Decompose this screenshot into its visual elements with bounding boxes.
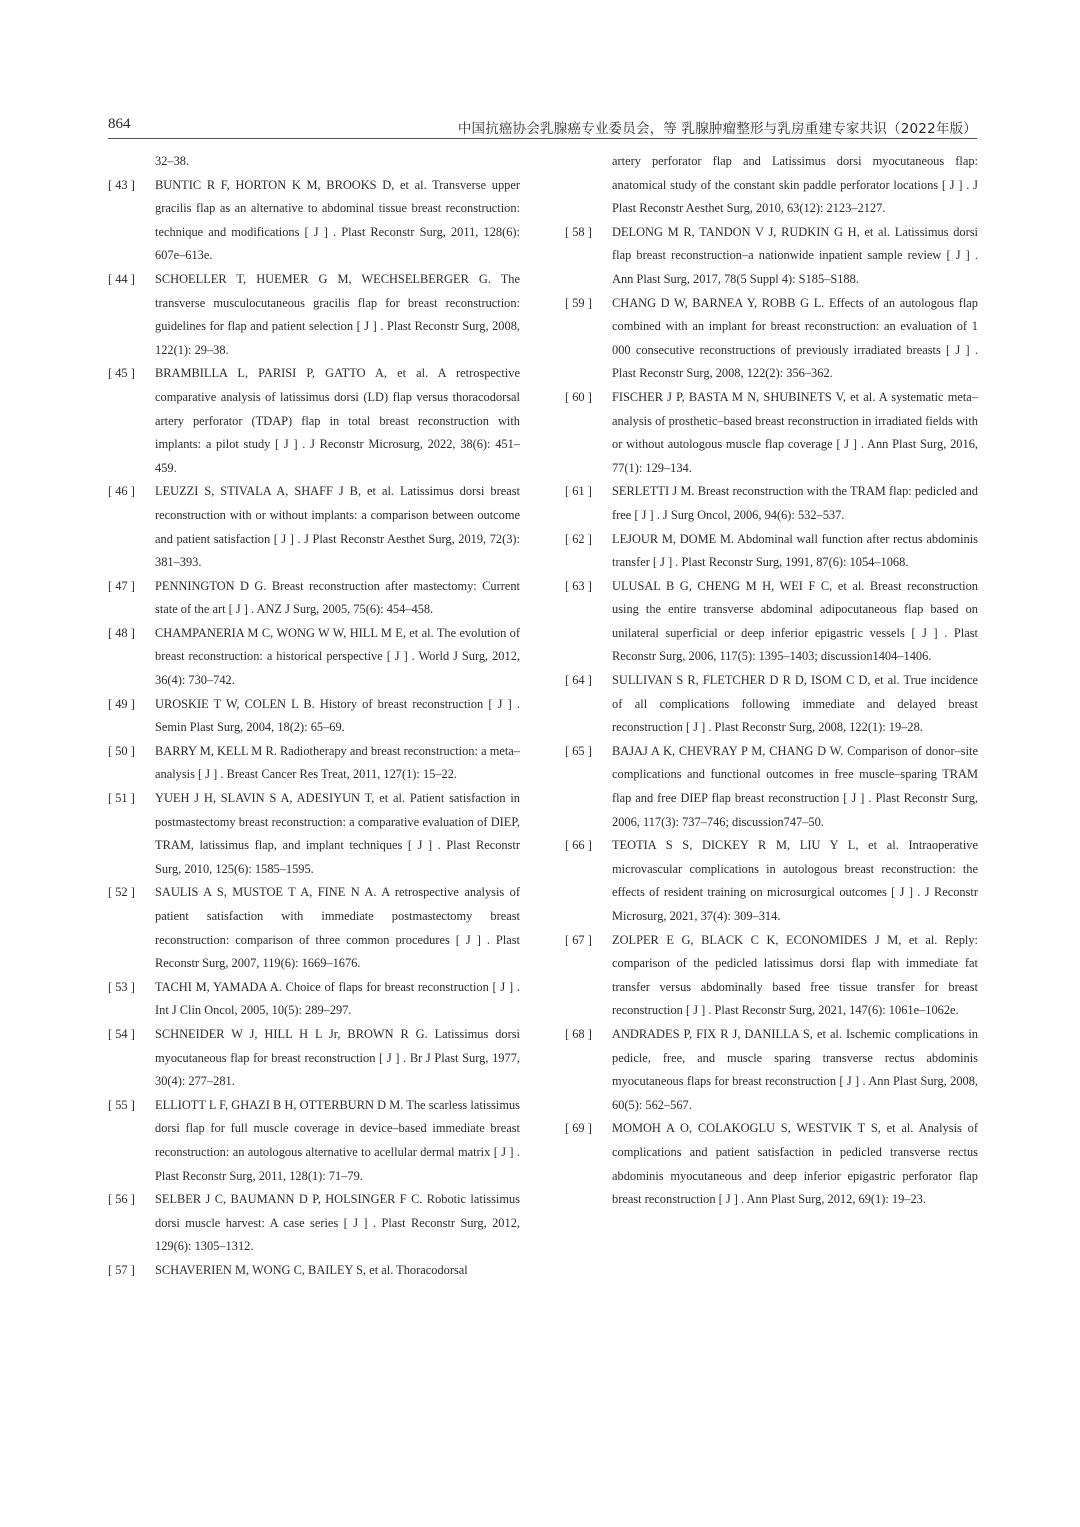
reference-number: [ 61 ] xyxy=(565,484,592,499)
reference-number: [ 64 ] xyxy=(565,673,592,688)
reference-number: [ 47 ] xyxy=(108,578,135,593)
reference-text: BARRY M, KELL M R. Radiotherapy and breast reconstruction: a meta–analysis [ J ] . Breast Cancer Res Treat, 2011, 127(1): 15–22. xyxy=(155,743,520,782)
reference-entry xyxy=(108,976,520,1023)
reference-text: FISCHER J P, BASTA M N, SHUBINETS V, et al. A systematic meta–analysis of prosthetic–based breast reconstruction in irradiated fields with or without autologous muscle flap coverage [ J ] . Ann Plast Surg, 2016, 77(1): 129–134. xyxy=(612,389,978,475)
reference-number: [ 56 ] xyxy=(108,1192,135,1207)
reference-entry xyxy=(565,386,978,480)
reference-entry xyxy=(565,292,978,386)
reference-number: [ 50 ] xyxy=(108,743,135,758)
reference-number: [ 44 ] xyxy=(108,271,135,286)
reference-entry xyxy=(565,929,978,1023)
reference-text: LEUZZI S, STIVALA A, SHAFF J B, et al. Latissimus dorsi breast reconstruction with or without implants: a comparison between outcome and patient satisfaction [ J ] . J Plast Reconstr Aesthet Surg, 2019, 72(3): 381–393. xyxy=(155,484,520,570)
reference-entry xyxy=(108,362,520,480)
reference-entry xyxy=(565,221,978,292)
reference-entry xyxy=(565,1117,978,1211)
reference-entry xyxy=(565,740,978,834)
reference-entry xyxy=(108,480,520,574)
reference-entry xyxy=(565,669,978,740)
reference-number: [ 52 ] xyxy=(108,885,135,900)
reference-text: SCHOELLER T, HUEMER G M, WECHSELBERGER G. The transverse musculocutaneous gracilis flap for breast reconstruction: guidelines for flap and patient selection [ J ] . Plast Reconstr Surg, 2008, 122(1): 29–38. xyxy=(155,271,520,357)
reference-number: [ 54 ] xyxy=(108,1026,135,1041)
reference-text: SCHAVERIEN M, WONG C, BAILEY S, et al. Thoracodorsal xyxy=(155,1262,468,1277)
reference-entry xyxy=(565,834,978,928)
reference-entry xyxy=(565,1023,978,1117)
reference-continuation xyxy=(565,150,978,221)
reference-number: [ 43 ] xyxy=(108,177,135,192)
reference-number: [ 59 ] xyxy=(565,295,592,310)
reference-entry xyxy=(565,575,978,669)
reference-number: [ 48 ] xyxy=(108,625,135,640)
reference-number: [ 67 ] xyxy=(565,932,592,947)
reference-number: [ 55 ] xyxy=(108,1097,135,1112)
reference-number: [ 65 ] xyxy=(565,743,592,758)
reference-number: [ 53 ] xyxy=(108,979,135,994)
reference-column-right xyxy=(565,150,978,1212)
reference-text: PENNINGTON D G. Breast reconstruction after mastectomy: Current state of the art [ J ] . ANZ J Surg, 2005, 75(6): 454–458. xyxy=(155,578,520,617)
reference-entry xyxy=(108,693,520,740)
reference-text: UROSKIE T W, COLEN L B. History of breast reconstruction [ J ] . Semin Plast Surg, 2004, 18(2): 65–69. xyxy=(155,696,520,735)
reference-text: artery perforator flap and Latissimus dorsi myocutaneous flap: anatomical study of the constant skin paddle perforator locations [ J ] . J Plast Reconstr Aesthet Surg, 2010, 63(12): 2123–2127. xyxy=(612,154,978,216)
reference-entry xyxy=(108,740,520,787)
reference-number: [ 58 ] xyxy=(565,224,592,239)
reference-number: [ 68 ] xyxy=(565,1026,592,1041)
reference-entry xyxy=(108,575,520,622)
reference-number: [ 45 ] xyxy=(108,366,135,381)
running-title: 中国抗癌协会乳腺癌专业委员会，等 乳腺肿瘤整形与乳房重建专家共识（2022年版） xyxy=(457,121,977,137)
reference-number: [ 66 ] xyxy=(565,838,592,853)
reference-text: ELLIOTT L F, GHAZI B H, OTTERBURN D M. The scarless latissimus dorsi flap for full muscle coverage in device–based immediate breast reconstruction: an autologous alternative to acellular dermal matrix [ J ] . Plast Reconstr Surg, 2011, 128(1): 71–79. xyxy=(155,1097,520,1183)
reference-text: SULLIVAN S R, FLETCHER D R D, ISOM C D, et al. True incidence of all complications following immediate and delayed breast reconstruction [ J ] . Plast Reconstr Surg, 2008, 122(1): 19–28. xyxy=(612,673,978,735)
reference-entry xyxy=(108,622,520,693)
reference-entry xyxy=(108,268,520,362)
reference-text: SELBER J C, BAUMANN D P, HOLSINGER F C. Robotic latissimus dorsi muscle harvest: A case series [ J ] . Plast Reconstr Surg, 2012, 129(6): 1305–1312. xyxy=(155,1192,520,1254)
page-header xyxy=(108,116,977,139)
reference-text: LEJOUR M, DOME M. Abdominal wall function after rectus abdominis transfer [ J ] . Plast Reconstr Surg, 1991, 87(6): 1054–1068. xyxy=(612,531,978,570)
reference-text: ULUSAL B G, CHENG M H, WEI F C, et al. Breast reconstruction using the entire transverse abdominal adipocutaneous flap based on unilateral superficial or deep inferior epigastric vessels [ J ] . Plast Reconstr Surg, 2006, 117(5): 1395–1403; discussion1404–1406. xyxy=(612,578,978,664)
reference-text: BAJAJ A K, CHEVRAY P M, CHANG D W. Comparison of donor–site complications and functional outcomes in free muscle–sparing TRAM flap and free DIEP flap breast reconstruction [ J ] . Plast Reconstr Surg, 2006, 117(3): 737–746; discussion747–50. xyxy=(612,743,978,829)
reference-continuation xyxy=(108,150,520,174)
reference-text: TEOTIA S S, DICKEY R M, LIU Y L, et al. Intraoperative microvascular complications in autologous breast reconstruction: the effects of resident training on microsurgical outcomes [ J ] . J Reconstr Microsurg, 2021, 37(4): 309–314. xyxy=(612,838,978,923)
reference-entry xyxy=(108,1188,520,1259)
reference-entry xyxy=(108,174,520,268)
reference-entry xyxy=(108,787,520,881)
reference-text: ZOLPER E G, BLACK C K, ECONOMIDES J M, et al. Reply: comparison of the pedicled latissimus dorsi flap with immediate fat transfer versus abdominally based free tissue transfer for breast reconstruction [ J ] . Plast Reconstr Surg, 2021, 147(6): 1061e–1062e. xyxy=(612,932,978,1018)
reference-text: SCHNEIDER W J, HILL H L Jr, BROWN R G. Latissimus dorsi myocutaneous flap for breast reconstruction [ J ] . Br J Plast Surg, 1977, 30(4): 277–281. xyxy=(155,1026,520,1089)
reference-entry xyxy=(108,1259,520,1283)
reference-text: BRAMBILLA L, PARISI P, GATTO A, et al. A retrospective comparative analysis of latissimus dorsi (LD) flap versus thoracodorsal artery perforator (TDAP) flap in total breast reconstruction with implants: a pilot study [ J ] . J Reconstr Microsurg, 2022, 38(6): 451–459. xyxy=(155,366,520,475)
reference-text: CHANG D W, BARNEA Y, ROBB G L. Effects of an autologous flap combined with an implant for breast reconstruction: an evaluation of 1 000 consecutive reconstructions of previously irradiated breasts [ J ] . Plast Reconstr Surg, 2008, 122(2): 356–362. xyxy=(612,295,978,381)
reference-number: [ 62 ] xyxy=(565,531,592,546)
reference-text: ANDRADES P, FIX R J, DANILLA S, et al. Ischemic complications in pedicle, free, and muscle sparing transverse rectus abdominis myocutaneous flaps for breast reconstruction [ J ] . Ann Plast Surg, 2008, 60(5): 562–567. xyxy=(612,1026,978,1112)
reference-text: YUEH J H, SLAVIN S A, ADESIYUN T, et al. Patient satisfaction in postmastectomy breast reconstruction: a comparative evaluation of DIEP, TRAM, latissimus flap, and implant techniques [ J ] . Plast Reconstr Surg, 2010, 125(6): 1585–1595. xyxy=(155,791,520,876)
reference-text: MOMOH A O, COLAKOGLU S, WESTVIK T S, et al. Analysis of complications and patient satisfaction in pedicled transverse rectus abdominis myocutaneous and deep inferior epigastric perforator flap breast reconstruction [ J ] . Ann Plast Surg, 2012, 69(1): 19–23. xyxy=(612,1121,978,1207)
page-number: 864 xyxy=(108,116,131,132)
reference-number: [ 63 ] xyxy=(565,578,592,593)
reference-number: [ 69 ] xyxy=(565,1121,592,1136)
reference-text: BUNTIC R F, HORTON K M, BROOKS D, et al. Transverse upper gracilis flap as an alternative to abdominal tissue breast reconstruction: technique and modifications [ J ] . Plast Reconstr Surg, 2011, 128(6): 607e–613e. xyxy=(155,177,520,263)
reference-text: DELONG M R, TANDON V J, RUDKIN G H, et al. Latissimus dorsi flap breast reconstruction–a nationwide inpatient sample review [ J ] . Ann Plast Surg, 2017, 78(5 Suppl 4): S185–S188. xyxy=(612,224,978,286)
reference-number: [ 51 ] xyxy=(108,791,135,806)
reference-text: TACHI M, YAMADA A. Choice of flaps for breast reconstruction [ J ] . Int J Clin Oncol, 2005, 10(5): 289–297. xyxy=(155,979,520,1018)
reference-text: SAULIS A S, MUSTOE T A, FINE N A. A retrospective analysis of patient satisfaction with immediate postmastectomy breast reconstruction: comparison of three common procedures [ J ] . Plast Reconstr Surg, 2007, 119(6): 1669–1676. xyxy=(155,885,520,971)
reference-entry xyxy=(108,1023,520,1094)
reference-entry xyxy=(108,881,520,975)
reference-text: 32–38. xyxy=(155,154,190,168)
reference-column-left xyxy=(108,150,520,1283)
reference-number: [ 49 ] xyxy=(108,696,135,711)
reference-number: [ 46 ] xyxy=(108,484,135,499)
reference-entry xyxy=(565,528,978,575)
reference-text: CHAMPANERIA M C, WONG W W, HILL M E, et al. The evolution of breast reconstruction: a historical perspective [ J ] . World J Surg, 2012, 36(4): 730–742. xyxy=(155,625,520,688)
reference-number: [ 57 ] xyxy=(108,1262,135,1277)
reference-entry xyxy=(565,480,978,527)
reference-number: [ 60 ] xyxy=(565,389,592,404)
reference-entry xyxy=(108,1094,520,1188)
reference-text: SERLETTI J M. Breast reconstruction with the TRAM flap: pedicled and free [ J ] . J Surg Oncol, 2006, 94(6): 532–537. xyxy=(612,484,978,522)
